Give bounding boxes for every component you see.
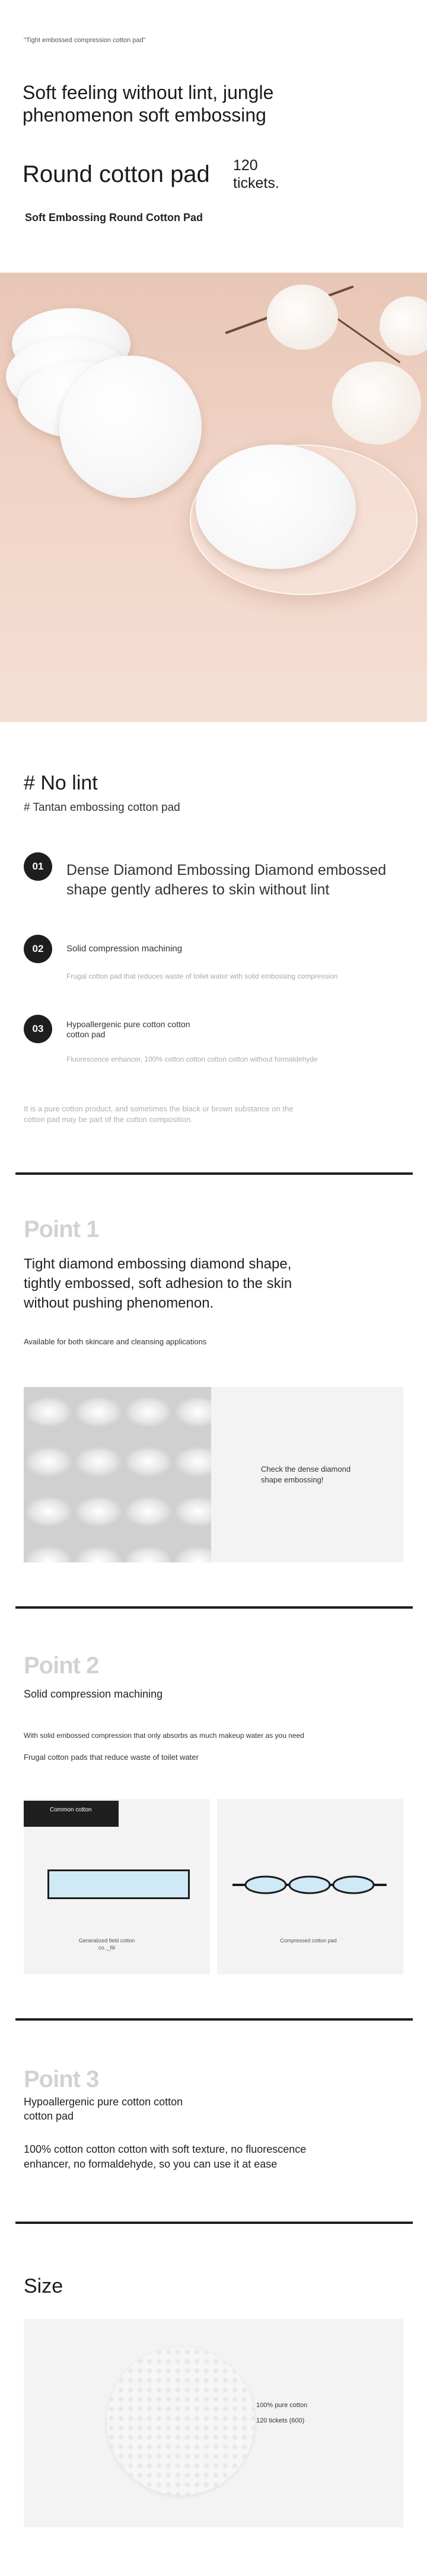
point1-label: Point 1 [24, 1216, 99, 1242]
point3-body: 100% cotton cotton cotton with soft texture, no fluorescence enhancer, no formaldehyde, so you can use it at ease [24, 2143, 307, 2170]
point2-line2: Frugal cotton pads that reduce waste of toilet water [24, 1753, 199, 1762]
purity-note: It is a pure cotton product, and sometimes the black or brown substance on the cotton pad may be part of the cotton composition. [24, 1104, 294, 1124]
section-divider [15, 2222, 413, 2224]
hero-subtitle: Soft Embossing Round Cotton Pad [25, 212, 203, 223]
hero-product-name: Round cotton pad [23, 161, 210, 187]
section-divider [15, 2018, 413, 2021]
common-cotton-badge: Common cotton [24, 1801, 119, 1827]
emboss-caption: Check the dense diamond shape embossing! [261, 1465, 351, 1484]
point2-title: Solid compression machining [24, 1688, 163, 1700]
section-divider [15, 1606, 413, 1609]
size-title: Size [24, 2275, 63, 2297]
regular-cotton-caption: Generalized field cotton co.._fill [78, 1938, 135, 1951]
size-count: 120 tickets (600) [256, 2417, 305, 2424]
hero-headline: Soft feeling without lint, jungle phenomenon soft embossing [23, 82, 274, 126]
feature-detail-03: Fluorescence enhancer, 100% cotton cotton cotton cotton without formaldehyde [66, 1055, 318, 1063]
hero-count: 120 tickets. [233, 157, 279, 191]
feature-number-02: 02 [24, 935, 52, 963]
feature-detail-02: Frugal cotton pad that reduces waste of toilet water with solid embossing compression [66, 972, 338, 980]
size-material: 100% pure cotton [256, 2402, 308, 2409]
product-photo [0, 273, 427, 722]
emboss-closeup-image [24, 1387, 211, 1562]
point2-line1: With solid embossed compression that only absorbs as much makeup water as you need [24, 1731, 304, 1740]
compressed-cotton-caption: Compressed cotton pad [280, 1938, 337, 1944]
point3-title: Hypoallergenic pure cotton cotton cotton pad [24, 2096, 183, 2122]
feature-title-01: Dense Diamond Embossing Diamond embossed shape gently adheres to skin without lint [66, 862, 387, 898]
feature-number-03: 03 [24, 1015, 52, 1043]
section-divider [15, 1172, 413, 1175]
feature-title-02: Solid compression machining [66, 944, 183, 954]
hero-tag: "Tight embossed compression cotton pad" [24, 37, 146, 44]
point3-label: Point 3 [24, 2066, 99, 2092]
point2-label: Point 2 [24, 1653, 99, 1679]
feature-title-03: Hypoallergenic pure cotton cotton cotton pad [66, 1019, 190, 1039]
cotton-pad-image [107, 2347, 255, 2495]
regular-cotton-diagram [47, 1869, 190, 1899]
point1-sub: Available for both skincare and cleansing applications [24, 1337, 207, 1346]
no-lint-subtitle: # Tantan embossing cotton pad [24, 801, 180, 814]
no-lint-title: # No lint [24, 772, 98, 794]
point1-body: Tight diamond embossing diamond shape, tightly embossed, soft adhesion to the skin without pushing phenomenon. [24, 1256, 292, 1311]
feature-number-01: 01 [24, 852, 52, 881]
compressed-cotton-diagram [232, 1872, 387, 1898]
